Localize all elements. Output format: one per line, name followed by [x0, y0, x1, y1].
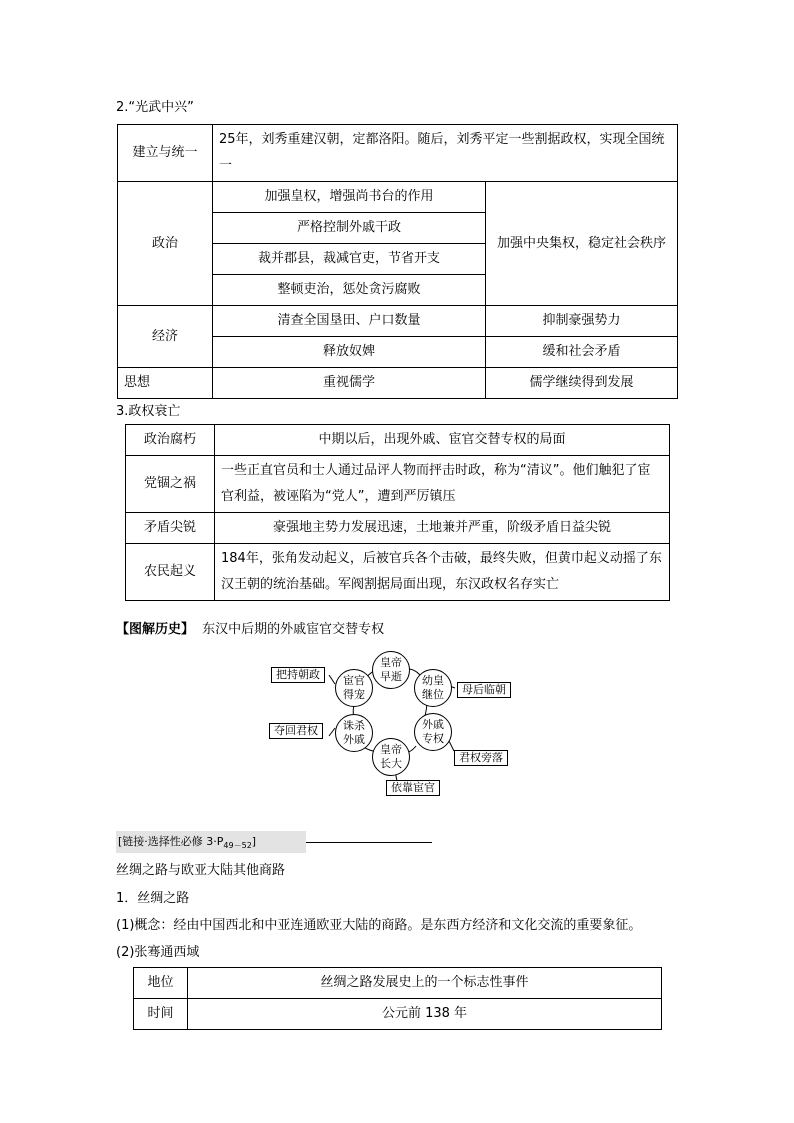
economy-effect: 缓和社会矛盾: [486, 337, 678, 368]
politics-effect: 加强中央集权，稳定社会秩序: [486, 182, 678, 306]
node-emperor-dies-young: 皇帝早逝: [372, 651, 410, 689]
establish-label: 建立与统一: [118, 125, 213, 182]
zhang-label: 时间: [134, 999, 188, 1030]
politics-item: 加强皇权，增强尚书台的作用: [213, 182, 486, 213]
label-rely-eunuchs: 依靠宦官: [386, 780, 440, 796]
economy-effect: 抑制豪强势力: [486, 306, 678, 337]
decline-label: 政治腐朽: [126, 425, 215, 456]
silk-road-item: 1．丝绸之路: [116, 891, 190, 906]
decline-label: 矛盾尖锐: [126, 513, 215, 544]
economy-label: 经济: [118, 306, 213, 368]
node-child-emperor: 幼皇继位: [414, 669, 452, 707]
power-cycle-diagram: [266, 648, 530, 800]
decline-text: 184年，张角发动起义，后被官兵各个击破，最终失败，但黄巾起义动摇了东汉王朝的统治基础。军阀割据局面出现，东汉政权名存实亡: [215, 544, 670, 601]
thought-item: 重视儒学: [213, 368, 486, 399]
zhang-text: 公元前 138 年: [188, 999, 662, 1030]
node-eunuch-favored: 宦官得宠: [335, 669, 373, 707]
zhang-label: 地位: [134, 968, 188, 999]
link-title: 丝绸之路与欧亚大陆其他商路: [116, 863, 286, 878]
decline-label: 党锢之祸: [126, 456, 215, 513]
node-emperor-grows-up: 皇帝长大: [372, 738, 410, 776]
node-kill-consort-clan: 诛杀外戚: [335, 714, 373, 752]
economy-item: 清查全国垦田、户口数量: [213, 306, 486, 337]
decline-label: 农民起义: [126, 544, 215, 601]
decline-text: 豪强地主势力发展迅速，土地兼并严重，阶级矛盾日益尖锐: [215, 513, 670, 544]
zhang-text: 丝绸之路发展史上的一个标志性事件: [188, 968, 662, 999]
caption-text: 东汉中后期的外戚宦官交替专权: [202, 622, 385, 637]
zhang-qian-heading: (2)张骞通西域: [116, 945, 200, 960]
link-close: ]: [251, 835, 257, 848]
section3-heading: 3.政权衰亡: [116, 404, 181, 419]
label-regain-power: 夺回君权: [269, 723, 323, 739]
silk-road-concept: (1)概念：经由中国西北和中亚连通欧亚大陆的商路。是东西方经济和文化交流的重要象征。: [116, 918, 642, 933]
politics-item: 整顿吏治，惩处贪污腐败: [213, 275, 486, 306]
establish-text: 25年，刘秀重建汉朝，定都洛阳。随后，刘秀平定一些割据政权，实现全国统一: [213, 125, 678, 182]
label-power-lost: 君权旁落: [454, 750, 508, 766]
link-pages: 49－52: [223, 841, 252, 851]
politics-item: 裁并郡县，裁减官吏，节省开支: [213, 244, 486, 275]
decline-table: [125, 424, 670, 601]
label-empress-regency: 母后临朝: [457, 682, 511, 698]
zhang-qian-table: [133, 967, 662, 1030]
thought-label: 思想: [118, 368, 213, 399]
guangwu-table: [117, 124, 678, 399]
link-rule: [306, 842, 432, 843]
link-label: [链接·选择性必修 3·P: [118, 835, 224, 848]
thought-effect: 儒学继续得到发展: [486, 368, 678, 399]
node-consort-clan-power: 外戚专权: [414, 713, 452, 751]
politics-item: 严格控制外戚干政: [213, 213, 486, 244]
section2-heading: 2.“光武中兴”: [116, 100, 194, 115]
politics-label: 政治: [118, 182, 213, 306]
diagram-caption: [116, 618, 384, 637]
caption-tag: 【图解历史】: [116, 622, 195, 637]
label-control-court: 把持朝政: [271, 667, 325, 683]
link-tag: [116, 831, 306, 853]
economy-item: 释放奴婢: [213, 337, 486, 368]
decline-text: 一些正直官员和士人通过品评人物而抨击时政，称为“清议”。他们触犯了宦官利益，被诬陷为“党人”，遭到严厉镇压: [215, 456, 670, 513]
decline-text: 中期以后，出现外戚、宦官交替专权的局面: [215, 425, 670, 456]
